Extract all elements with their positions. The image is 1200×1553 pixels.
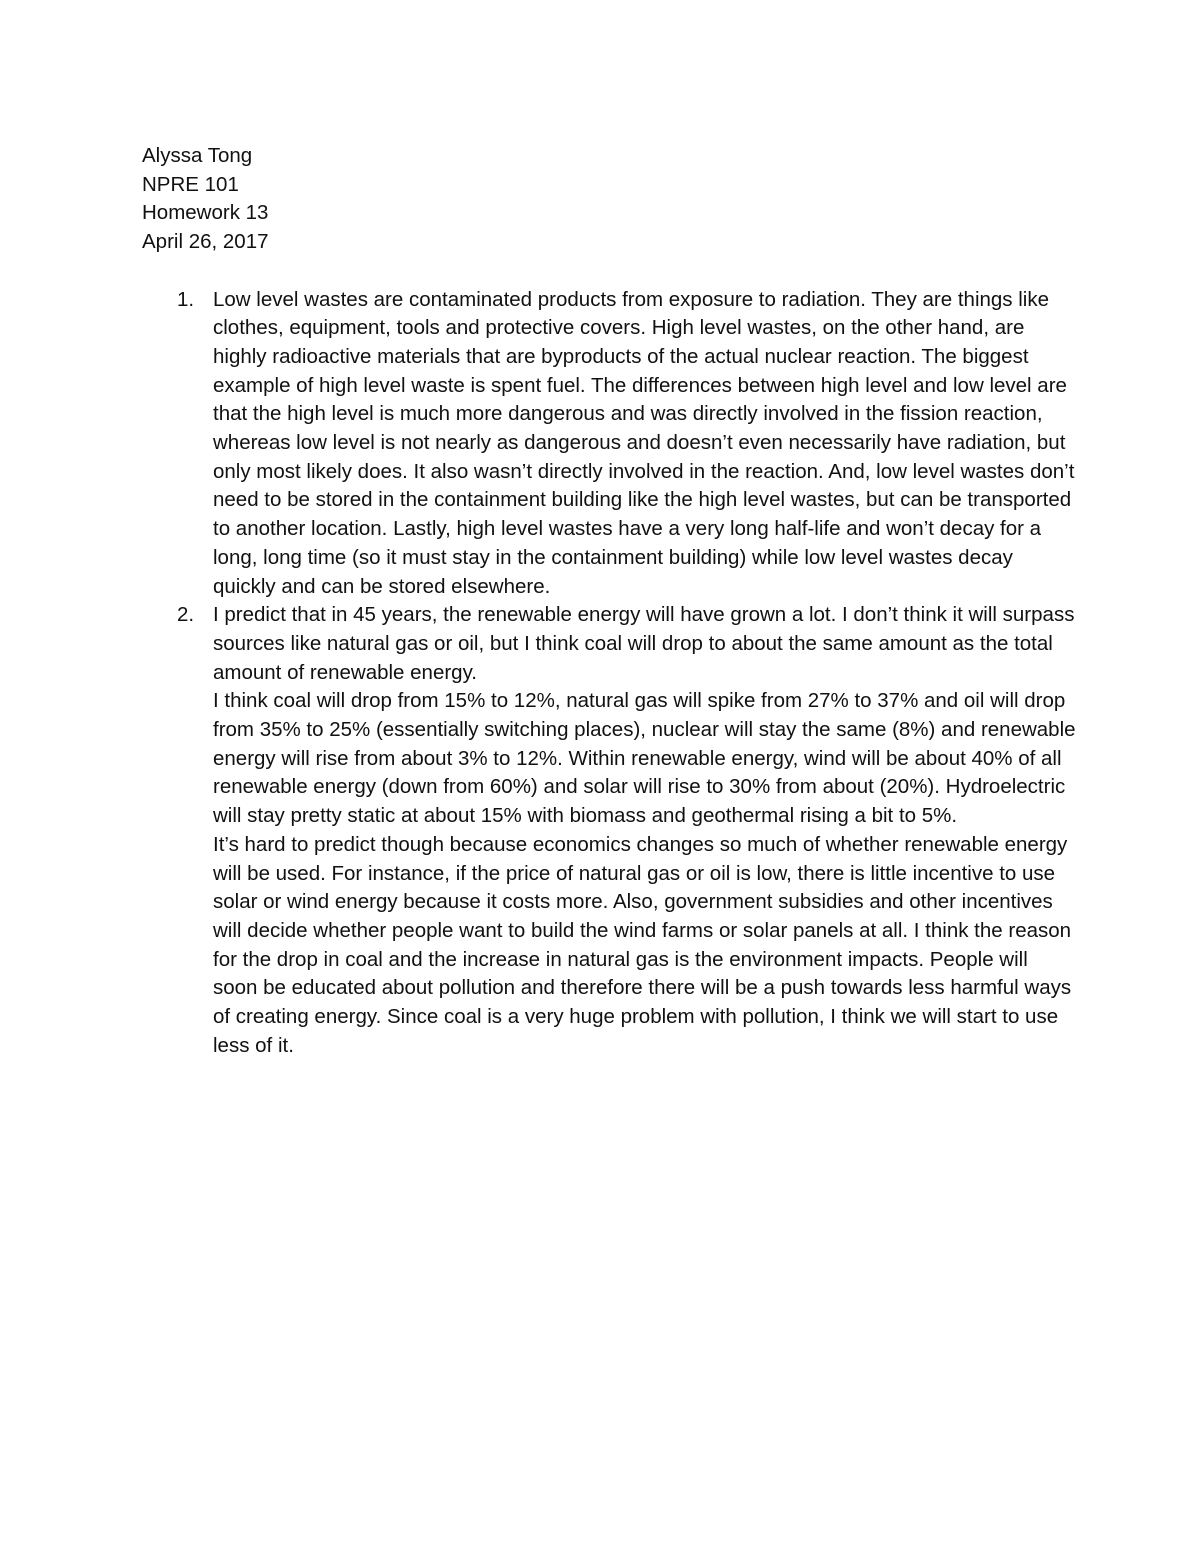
assignment-title: Homework 13 xyxy=(142,201,269,225)
document-header xyxy=(142,142,1077,257)
answer-item xyxy=(142,286,1077,602)
document-body xyxy=(142,142,1077,1060)
answer-paragraph: Low level wastes are contaminated products from exposure to radiation. They are things like clothes, equipment, tools and protective covers. High level wastes, on the other hand, are highly radioactive materials that are byproducts of the actual nuclear reaction. The biggest example of high level waste is spent fuel. The differences between high level and low level are that the high level is much more dangerous and was directly involved in the fission reaction, whereas low level is not nearly as dangerous and doesn’t even necessarily have radiation, but only most likely does. It also wasn’t directly involved in the reaction. And, low level wastes don’t need to be stored in the containment building like the high level wastes, but can be transported to another location. Lastly, high level wastes have a very long half-life and won’t decay for a long, long time (so it must stay in the containment building) while low level wastes decay quickly and can be stored elsewhere. xyxy=(213,287,1075,598)
answer-list xyxy=(142,286,1077,1061)
answer-number: 1. xyxy=(177,287,195,311)
answer-item xyxy=(142,601,1077,1060)
answer-paragraph: I predict that in 45 years, the renewable energy will have grown a lot. I don’t think it will surpass sources like natural gas or oil, but I think coal will drop to about the same amount as the total amount of renewable energy. xyxy=(213,603,1075,684)
author-name: Alyssa Tong xyxy=(142,144,253,167)
answer-number: 2. xyxy=(177,603,195,627)
document-date: April 26, 2017 xyxy=(142,230,269,254)
answer-paragraph: I think coal will drop from 15% to 12%, natural gas will spike from 27% to 37% and oil will drop from 35% to 25% (essentially switching places), nuclear will stay the same (8%) and renewable energy will rise from about 3% to 12%. Within renewable energy, wind will be about 40% of all renewable energy (down from 60%) and solar will rise to 30% from about (20%). Hydroelectric will stay pretty static at about 15% with biomass and geothermal rising a bit to 5%. xyxy=(213,689,1076,828)
answer-paragraph: It’s hard to predict though because economics changes so much of whether renewable energy will be used. For instance, if the price of natural gas or oil is low, there is little incentive to use solar or wind energy because it costs more. Also, government subsidies and other incentives will decide whether people want to build the wind farms or solar panels at all. I think the reason for the drop in coal and the increase in natural gas is the environment impacts. People will soon be educated about pollution and therefore there will be a push towards less harmful ways of creating energy. Since coal is a very huge problem with pollution, I think we will start to use less of it. xyxy=(213,832,1072,1057)
course-name: NPRE 101 xyxy=(142,172,239,196)
